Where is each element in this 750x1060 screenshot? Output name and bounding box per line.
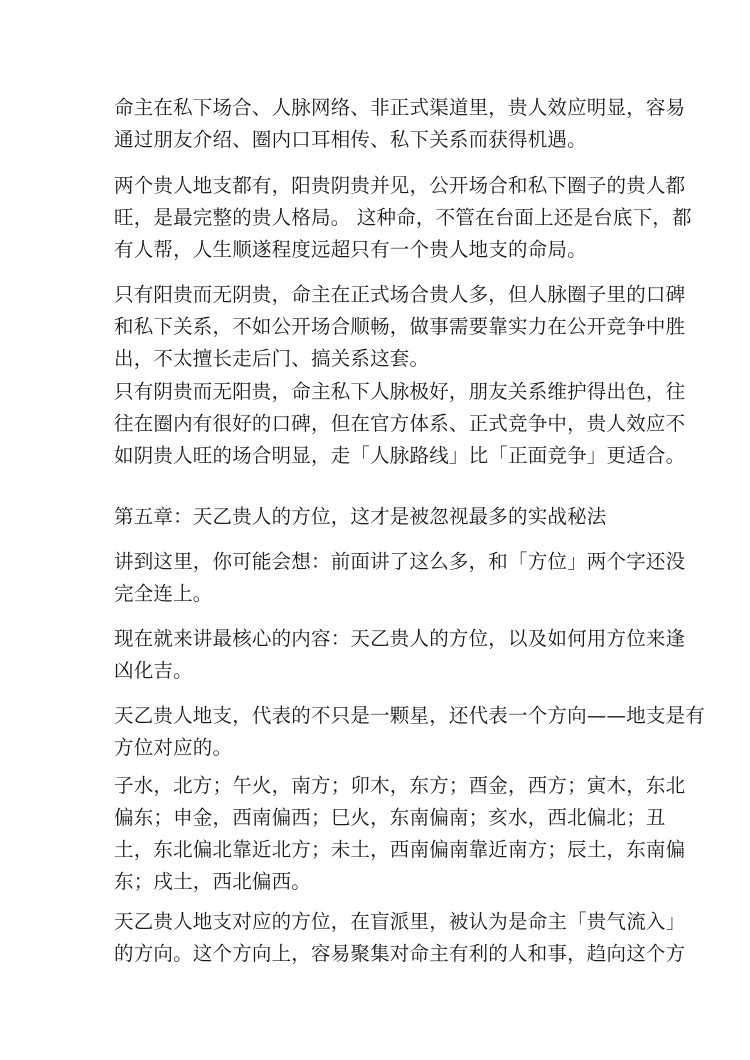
text-line: 子水，北方；午火，南方；卯木，东方；酉金，西方；寅木，东北 (114, 774, 686, 797)
text-line: 如阴贵人旺的场合明显，走「人脉路线」比「正面竞争」更适合。 (114, 444, 686, 467)
text-line: 天乙贵人地支，代表的不只是一颗星，还代表一个方向——地支是有 (114, 704, 706, 727)
text-line: 往在圈内有很好的口碑，但在官方体系、正式竞争中，贵人效应不 (114, 412, 686, 435)
paragraph-private-network (114, 92, 686, 156)
text-line: 和私下关系，不如公开场合顺畅，做事需要靠实力在公开竞争中胜 (114, 315, 686, 338)
paragraph-core-content (114, 623, 686, 687)
text-line: 命主在私下场合、人脉网络、非正式渠道里，贵人效应明显，容易 (114, 96, 686, 119)
text-line: 只有阳贵而无阴贵，命主在正式场合贵人多，但人脉圈子里的口碑 (114, 283, 686, 306)
chapter-title: 第五章：天乙贵人的方位，这才是被忽视最多的实战秘法 (114, 505, 607, 528)
text-line: 土，东北偏北靠近北方；未土，西南偏南靠近南方；辰土，东南偏 (114, 838, 686, 861)
text-line: 偏东；申金，西南偏西；巳火，东南偏南；亥水，西北偏北；丑 (114, 806, 666, 829)
text-line: 完全连上。 (114, 582, 213, 605)
text-line: 现在就来讲最核心的内容：天乙贵人的方位，以及如何用方位来逢 (114, 627, 686, 650)
text-line: 通过朋友介绍、圈内口耳相传、私下关系而获得机遇。 (114, 128, 587, 151)
text-line: 只有阴贵而无阳贵，命主私下人脉极好，朋友关系维护得出色，往 (114, 380, 686, 403)
paragraph-yin-noble-only (114, 376, 686, 472)
paragraph-noble-flow (114, 906, 686, 970)
paragraph-both-nobles (114, 170, 692, 266)
text-line: 两个贵人地支都有，阳贵阴贵并见，公开场合和私下圈子的贵人都 (114, 174, 686, 197)
paragraph-yang-noble-only (114, 279, 686, 375)
text-line: 方位对应的。 (114, 736, 233, 759)
paragraph-branch-direction (114, 700, 706, 764)
text-line: 天乙贵人地支对应的方位，在盲派里，被认为是命主「贵气流入」 (114, 910, 686, 933)
text-line: 讲到这里，你可能会想：前面讲了这么多，和「方位」两个字还没 (114, 550, 686, 573)
paragraph-intro-direction (114, 546, 686, 610)
chapter-heading (114, 501, 644, 533)
paragraph-branch-list (114, 770, 686, 898)
text-line: 凶化吉。 (114, 659, 193, 682)
text-line: 出，不太擅长走后门、搞关系这套。 (114, 347, 430, 370)
text-line: 旺，是最完整的贵人格局。 这种命，不管在台面上还是台底下，都 (114, 206, 692, 229)
text-line: 东；戌土，西北偏西。 (114, 870, 312, 893)
text-line: 的方向。这个方向上，容易聚集对命主有利的人和事，趋向这个方 (114, 942, 686, 965)
text-line: 有人帮，人生顺遂程度远超只有一个贵人地支的命局。 (114, 238, 587, 261)
